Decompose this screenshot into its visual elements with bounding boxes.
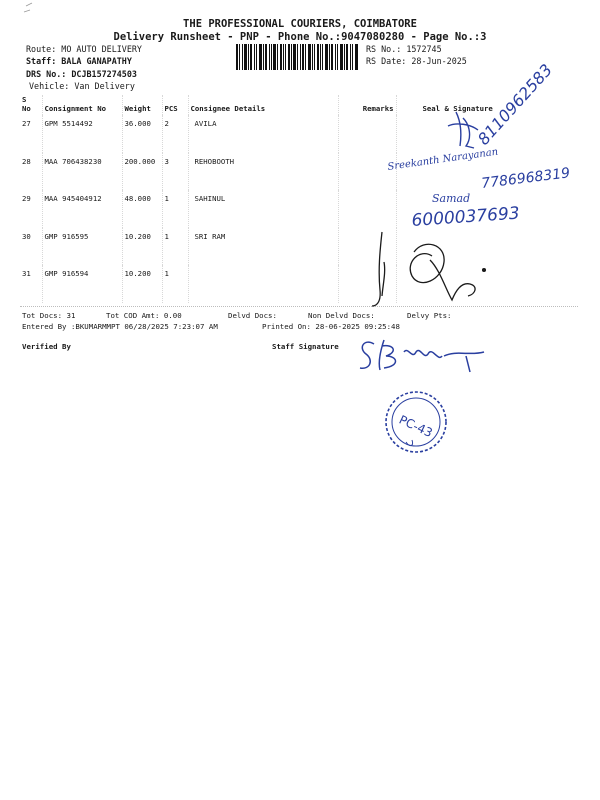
cell-consignment: MAA 706438230 (42, 153, 122, 191)
handwritten-phone-3: 6000037693 (410, 203, 521, 231)
delivery-points: Delvy Pts: (407, 311, 452, 320)
delivered-docs: Delvd Docs: (228, 311, 277, 320)
drs-number: DRS No.: DCJB157274503 (26, 69, 137, 79)
pc43-stamp (386, 392, 446, 452)
rs-date: RS Date: 28-Jun-2025 (366, 56, 467, 66)
verified-by-label: Verified By (22, 342, 71, 351)
col-header-consignment: Consignment No (42, 95, 122, 115)
entered-by: Entered By :BKUMARMMPT 06/28/2025 7:23:07 AM (22, 322, 218, 331)
consignee-signature (372, 232, 485, 306)
cell-weight: 48.000 (122, 190, 162, 228)
col-header-pcs: PCS (162, 95, 188, 115)
total-cod-amount: Tot COD Amt: 0.00 (106, 311, 182, 320)
cell-weight: 36.000 (122, 115, 162, 153)
cell-weight: 200.000 (122, 153, 162, 191)
printed-on: Printed On: 28-06-2025 09:25:48 (262, 322, 400, 331)
staff-signature-scribble (360, 340, 484, 372)
col-header-seal-signature: Seal & Signature (396, 95, 578, 115)
cell-pcs: 3 (162, 153, 188, 191)
cell-consignee: REHOBOOTH (188, 153, 338, 191)
cell-consignee: AVILA (188, 115, 338, 153)
cell-weight: 10.200 (122, 265, 162, 303)
col-header-consignee: Consignee Details (188, 95, 338, 115)
cell-pcs: 1 (162, 265, 188, 303)
handwritten-phone-1: 8110962583 (473, 60, 557, 149)
cell-sno: 29 (22, 194, 31, 203)
cell-weight: 10.200 (122, 228, 162, 266)
col-header-remarks: Remarks (338, 95, 396, 115)
handwritten-name-1: Sreekanth Narayanan (386, 146, 499, 173)
col-header-sno: S No (22, 95, 31, 113)
cell-sno: 28 (22, 156, 31, 166)
cell-consignment: GMP 916595 (42, 228, 122, 266)
col-header-weight: Weight (122, 95, 162, 115)
cell-consignment: MAA 945404912 (42, 190, 122, 228)
cell-consignee: SRI RAM (188, 228, 338, 266)
staff-label: Staff: BALA GANAPATHY (26, 56, 132, 66)
handwritten-name-2: Samad (432, 192, 471, 205)
cell-sno: 27 (22, 119, 31, 128)
cell-consignment: GMP 916594 (42, 265, 122, 303)
stamp-label: PC-43 (396, 412, 435, 441)
cell-pcs: 1 (162, 190, 188, 228)
route-label: Route: MO AUTO DELIVERY (26, 44, 142, 54)
vehicle-label: Vehicle: Van Delivery (29, 81, 135, 91)
cell-consignment: GPM 5514492 (42, 115, 122, 153)
handwritten-phone-2: 7786968319 (480, 165, 571, 192)
company-title: THE PROFESSIONAL COURIERS, COIMBATORE (183, 18, 417, 30)
runsheet-subtitle: Delivery Runsheet - PNP - Phone No.:9047080280 - Page No.:3 (113, 31, 487, 43)
total-docs: Tot Docs: 31 (22, 311, 76, 320)
cell-sno: 31 (22, 269, 31, 278)
signature-scribble (448, 112, 478, 148)
non-delivered-docs: Non Delvd Docs: (308, 311, 375, 320)
cell-sno: 30 (22, 231, 31, 241)
cell-pcs: 2 (162, 115, 188, 153)
rs-number: RS No.: 1572745 (366, 44, 442, 54)
cell-pcs: 1 (162, 228, 188, 266)
cell-consignee: SAHINUL (188, 190, 338, 228)
staff-signature-label: Staff Signature (272, 342, 339, 351)
scan-mark (24, 3, 32, 12)
